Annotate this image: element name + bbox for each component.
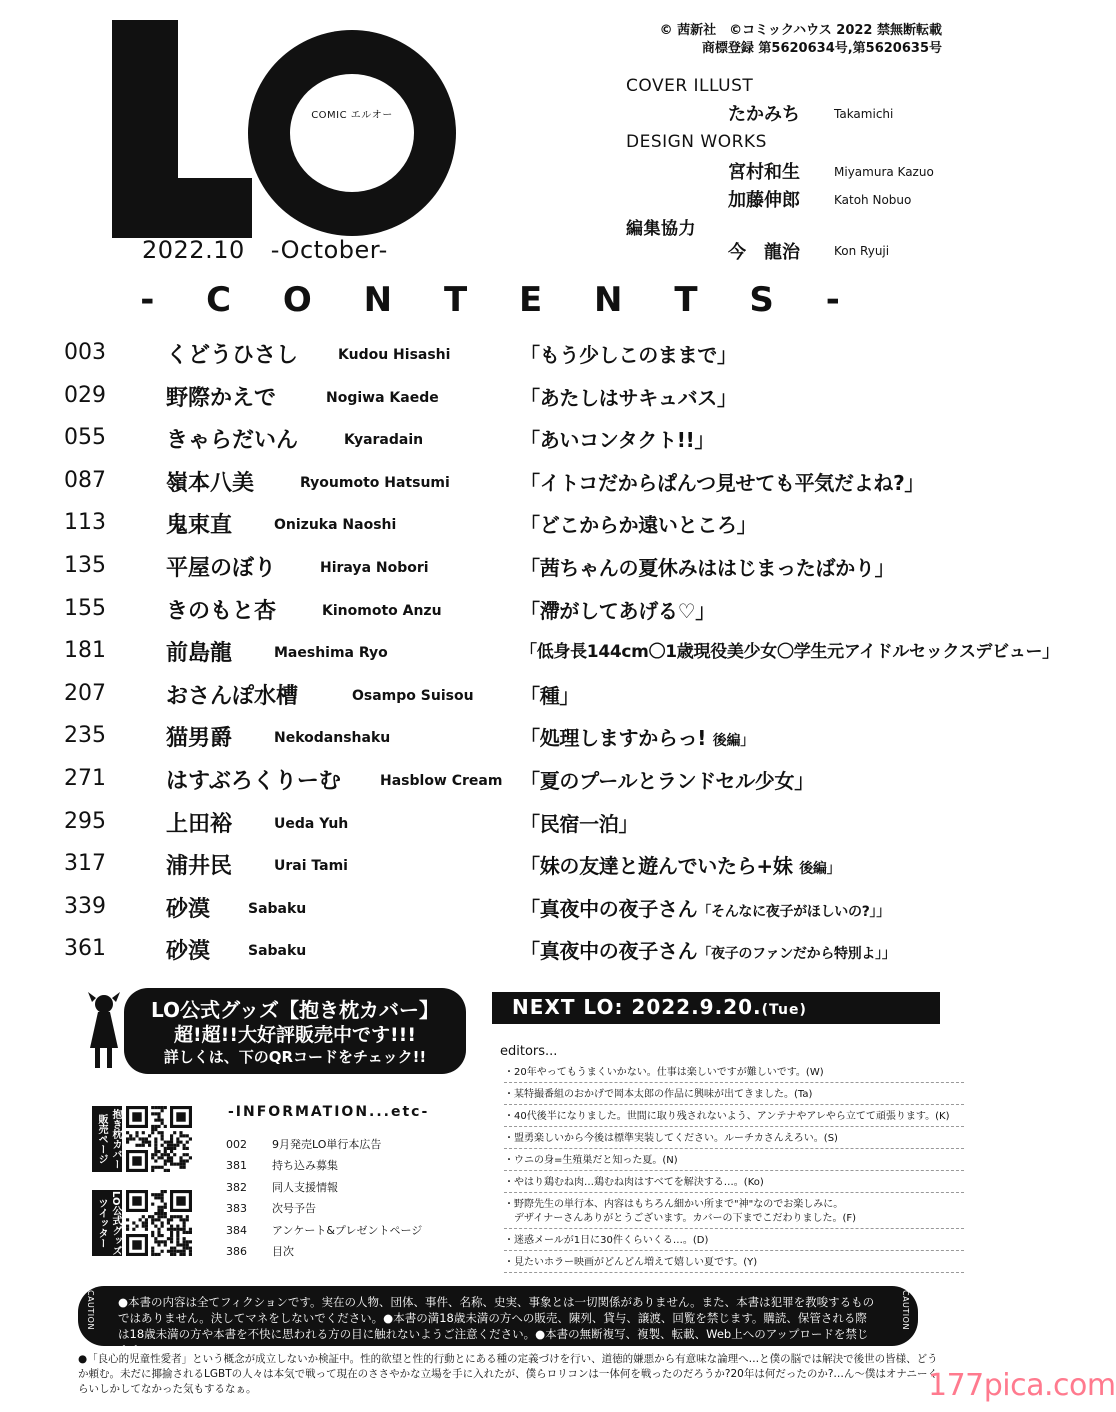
designer-1: 宮村和生	[728, 162, 800, 183]
qr-twitter[interactable]	[92, 1190, 196, 1256]
toc-story-title-wrap	[520, 935, 896, 964]
toc-row[interactable]	[0, 636, 1059, 676]
toc-page-number: 113	[64, 510, 106, 536]
goods-note: 詳しくは、下のQRコードをチェック!!	[163, 1048, 427, 1066]
editors-heading: editors...	[500, 1044, 558, 1059]
toc-author: おさんぽ水槽	[166, 683, 299, 709]
toc-page-number: 003	[64, 340, 106, 365]
toc-page-number: 181	[64, 638, 106, 664]
toc-author-en: Sabaku	[248, 900, 307, 917]
caution-box	[78, 1286, 918, 1357]
toc-author: 前島龍	[166, 641, 233, 667]
info-row	[226, 1179, 338, 1195]
toc-row[interactable]	[0, 466, 1000, 506]
editor-note: ・盟勇楽しいから今後は標準実装してください。ルーチカさんえろい。(S)	[504, 1132, 964, 1146]
toc-story-title: 「処理しますからっ!	[520, 726, 713, 751]
toc-author-en: Osampo Suisou	[352, 687, 474, 704]
qr-code-icon[interactable]	[126, 1106, 192, 1172]
toc-story-title-wrap	[520, 893, 890, 922]
toc-author-en: Hiraya Nobori	[320, 560, 429, 576]
contents-title: - C O N T E N T S -	[140, 280, 860, 320]
toc-story-title: 「あたしはサキュバス」	[520, 385, 737, 410]
toc-author: 浦井民	[166, 854, 233, 880]
info-row	[226, 1243, 294, 1259]
info-page: 383	[226, 1202, 247, 1216]
toc-page-number: 339	[64, 893, 106, 919]
qr-label-dakimakura: 抱き枕カバー販売ページ	[92, 1106, 122, 1172]
toc-page-number: 361	[64, 936, 106, 962]
cover-illust-heading: COVER ILLUST	[626, 76, 754, 96]
toc-page-number: 135	[64, 553, 106, 578]
qr-dakimakura[interactable]	[92, 1106, 196, 1172]
toc-row[interactable]	[0, 849, 1000, 889]
goods-subtitle: 超!超!!大好評販売中です!!!	[174, 1024, 416, 1046]
info-text: 同人支援情報	[272, 1180, 338, 1194]
toc-row[interactable]	[0, 594, 1000, 634]
toc-story-title: 「真夜中の夜子さん	[520, 896, 698, 921]
toc-page-number: 235	[64, 723, 106, 749]
toc-story-subtitle: 「そんなに夜子がほしいの?」」	[697, 903, 890, 920]
toc-row[interactable]	[0, 934, 1000, 974]
toc-page-number: 271	[64, 766, 106, 791]
toc-story-title: 「もう少しこのままで」	[520, 343, 737, 367]
toc-row[interactable]	[0, 679, 1000, 719]
caution-label-right: CAUTION	[901, 1290, 910, 1330]
toc-page-number: 087	[64, 467, 106, 493]
designer-2: 加藤伸郎	[728, 190, 800, 211]
cover-illustrator-en: Takamichi	[834, 107, 894, 121]
toc-row[interactable]	[0, 807, 1000, 847]
goods-banner	[124, 988, 466, 1074]
toc-author: はすぶろくりーむ	[166, 769, 341, 794]
toc-row[interactable]	[0, 338, 1000, 378]
next-issue-bar	[492, 992, 940, 1024]
toc-story-title-wrap	[520, 850, 840, 879]
toc-author: 猫男爵	[166, 726, 233, 752]
info-text: 目次	[272, 1245, 294, 1258]
next-issue-date: NEXT LO: 2022.9.20.	[512, 995, 762, 1019]
toc-author-en: Ueda Yuh	[274, 815, 349, 832]
goods-title: LO公式グッズ【抱き枕カバー】	[150, 998, 440, 1022]
info-page: 384	[226, 1223, 247, 1237]
info-page: 382	[226, 1180, 247, 1194]
toc-row[interactable]	[0, 508, 1000, 548]
editing-assist: 今 龍治	[728, 242, 800, 263]
info-page: 002	[226, 1138, 247, 1151]
toc-author: 砂漠	[166, 896, 211, 922]
toc-author-en: Kinomoto Anzu	[322, 602, 442, 619]
editing-assist-en: Kon Ryuji	[834, 244, 890, 258]
toc-author: くどうひさし	[166, 343, 299, 368]
issue-month: -October-	[270, 236, 388, 264]
toc-author-en: Hasblow Cream	[380, 773, 503, 789]
toc-author-en: Urai Tami	[274, 858, 348, 875]
logo-letter-o	[248, 30, 456, 236]
qr-label-twitter: LO公式グッズツイッター	[92, 1190, 122, 1256]
toc-story-title: 「民宿一泊」	[520, 811, 639, 836]
designer-1-en: Miyamura Kazuo	[834, 165, 934, 179]
information-heading: -INFORMATION...etc-	[228, 1104, 430, 1120]
toc-page-number: 155	[64, 595, 106, 621]
toc-page-number: 029	[64, 382, 106, 408]
editor-note: ・ウニの身=生殖巣だと知った夏。(N)	[504, 1154, 964, 1168]
toc-story-title: 「種」	[520, 683, 580, 708]
toc-author-en: Nekodanshaku	[274, 730, 391, 747]
editor-note: ・迷惑メールが1日に30件くらいくる…。(D)	[504, 1234, 964, 1248]
toc-author-en: Kyaradain	[344, 432, 424, 449]
toc-story-title: 「茜ちゃんの夏休みははじまったばかり」	[520, 556, 895, 580]
toc-row[interactable]	[0, 423, 1000, 463]
toc-author: 鬼束直	[166, 513, 233, 539]
qr-code-icon[interactable]	[126, 1190, 192, 1256]
footnote: ●「良心的児童性愛者」という概念が成立しないか検証中。性的欲望と性的行動とにある種の定義づけを行い、道徳的嫌悪から有意味な論理へ…と僕の脳では解決で後世の皆様、どうか頼む。未だに揶揄されるLGBTの人々は本気で戦って現在のささやかな立場を手に入れたが、僕らロリコンは一体何を戦ったのだろうか?20年は何だったのか?…ん〜僕はオナニーくらいしかしてなかった気もするなぁ。	[78, 1353, 938, 1395]
toc-story-title-wrap	[520, 722, 754, 751]
toc-page-number: 295	[64, 808, 106, 834]
toc-page-number: 317	[64, 851, 106, 877]
info-row	[226, 1200, 316, 1216]
editor-note: ・野際先生の単行本、内容はもちろん細かい所まで"神"なのでお楽しみに。	[504, 1199, 844, 1210]
toc-author-en: Sabaku	[248, 943, 307, 960]
toc-story-title: 「滯がしてあげる♡」	[520, 598, 715, 623]
info-text: アンケート&プレゼントページ	[272, 1223, 423, 1237]
toc-author: 野際かえで	[166, 385, 277, 411]
toc-author-en: Kudou Hisashi	[338, 347, 451, 363]
info-row	[226, 1136, 381, 1152]
info-text: 9月発売LO単行本広告	[272, 1138, 382, 1151]
info-row	[226, 1222, 422, 1238]
editor-note: ・40代後半になりました。世間に取り残されないよう、アンテナやアレやら立てて頑張ります。(K)	[504, 1110, 964, 1124]
info-page: 386	[226, 1245, 247, 1258]
toc-row[interactable]	[0, 381, 1000, 421]
toc-author-en: Ryoumoto Hatsumi	[300, 474, 450, 491]
toc-author-en: Onizuka Naoshi	[274, 517, 397, 534]
info-text: 持ち込み募集	[272, 1159, 338, 1173]
toc-author: 嶺本八美	[166, 470, 255, 496]
issue-date: 2022.10 -October-	[142, 236, 388, 264]
designer-2-en: Katoh Nobuo	[834, 193, 912, 207]
toc-story-title: 「真夜中の夜子さん	[520, 939, 698, 964]
toc-story-title: 「どこからか遠いところ」	[520, 513, 757, 538]
toc-row[interactable]	[0, 551, 1000, 591]
logo-subtitle: COMIC エルオー	[311, 110, 393, 121]
editing-heading: 編集協力	[626, 219, 696, 239]
caution-text: ●本書の内容は全てフィクションです。実在の人物、団体、事件、名称、史実、事象とは一切関係がありません。また、本書は犯罪を教唆するものではありません。決してマネをしないでください。●本書の満18歳未満の方への販売、陳列、貸与、譲渡、回覧を禁じます。購読、保管される際は18歳未満の方や本書を不快に思われる方の目に触れないようご注意ください。●本書の無断複写、複製、転載、Web上へのアップロードを禁じます。	[118, 1295, 875, 1357]
next-issue-day: (Tue)	[761, 1002, 807, 1018]
logo-letter-l	[112, 20, 252, 238]
toc-story-subtitle: 後編」	[712, 733, 754, 750]
info-page: 381	[226, 1159, 247, 1173]
girl-silhouette-icon	[78, 990, 124, 1072]
cover-illustrator: たかみち	[728, 104, 800, 125]
copyright: © 茜新社 ©コミックハウス 2022 禁無断転載 商標登録 第5620634号,第5620635号	[659, 23, 942, 56]
toc-row[interactable]	[0, 721, 1000, 761]
toc-story-title: 「妹の友達と遊んでいたら+妹	[520, 854, 800, 879]
caution-label-left: CAUTION	[86, 1290, 95, 1330]
toc-story-title: 「低身長144cm〇1歳現役美少女〇学生元アイドルセックスデビュー」	[520, 642, 1059, 663]
toc-story-subtitle: 後編」	[799, 861, 841, 878]
toc-author: 平屋のぼり	[166, 556, 277, 581]
editor-note: ・20年やってもうまくいかない。仕事は楽しいですが難しいです。(W)	[504, 1066, 964, 1080]
editor-note: デザイナーさんありがとうございます。カバーの下までこだわりました。(F)	[504, 1212, 964, 1226]
toc-author-en: Maeshima Ryo	[274, 645, 388, 662]
toc-story-title: 「あいコンタクト!!」	[520, 428, 715, 453]
info-text: 次号予告	[272, 1202, 316, 1216]
toc-row[interactable]	[0, 892, 1000, 932]
toc-row[interactable]	[0, 764, 1000, 804]
design-works-heading: DESIGN WORKS	[626, 132, 767, 152]
editor-note: ・某特撮番組のおかげで岡本太郎の作品に興味が出てきました。(Ta)	[504, 1088, 964, 1102]
toc-story-title: 「夏のプールとランドセル少女」	[520, 769, 814, 793]
toc-story-subtitle: 「夜子のファンだから特別よ」」	[697, 946, 896, 963]
toc-author: 砂漠	[166, 939, 211, 965]
toc-story-title: 「イトコだからぱんつ見せても平気だよね?」	[520, 470, 925, 495]
editor-note: ・見たいホラー映画がどんどん増えて嬉しい夏です。(Y)	[504, 1256, 964, 1270]
toc-page-number: 055	[64, 425, 106, 451]
toc-author: きのもと杏	[166, 598, 277, 624]
toc-author: きゃらだいん	[166, 428, 299, 454]
watermark: 177pica.com	[928, 1368, 1116, 1403]
toc-author: 上田裕	[166, 811, 233, 837]
info-row	[226, 1157, 338, 1173]
toc-page-number: 207	[64, 680, 106, 706]
toc-author-en: Nogiwa Kaede	[326, 389, 439, 406]
editor-note: ・やはり鶏むね肉…鶏むね肉はすべてを解決する…。(Ko)	[504, 1176, 964, 1190]
